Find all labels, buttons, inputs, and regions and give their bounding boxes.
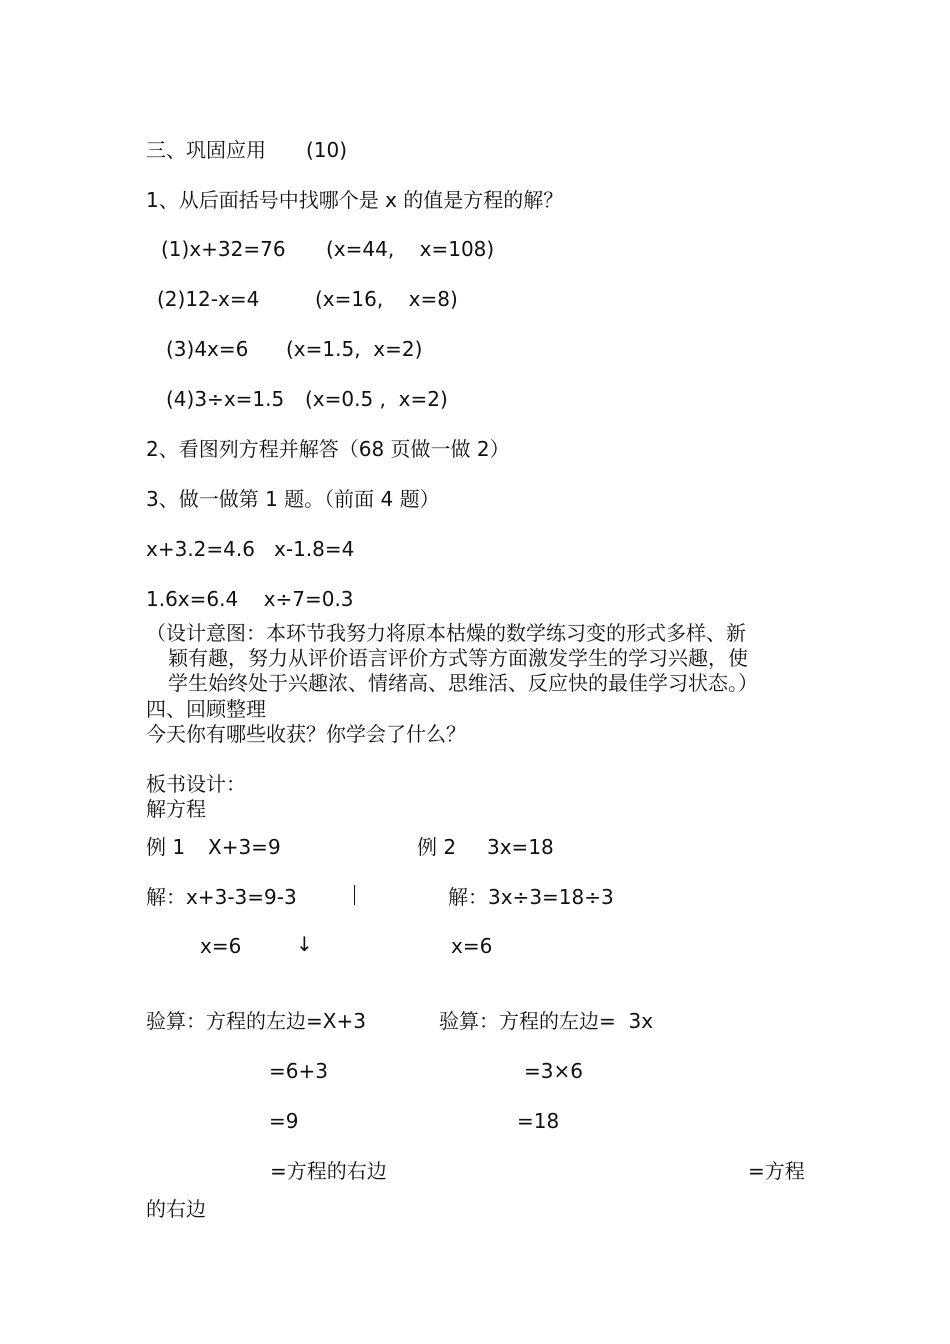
q3-text: 3、做一做第 1 题。（前面 4 题） [146,487,440,511]
q1-item-1-options: (x=44, x=108) [326,237,495,261]
down-arrow-icon: ↓ [296,932,313,956]
example2-solve: 解：3x÷3=18÷3 [448,885,614,909]
example2-check-step1: =3×6 [524,1059,583,1083]
board-subtitle: 解方程 [146,797,206,821]
section3-score: (10) [306,138,348,162]
example2-result: x=6 [451,934,493,958]
example2-check-step3-wrap: 的右边 [146,1197,206,1221]
example1-check-step1: =6+3 [269,1059,328,1083]
q1-item-2-equation: (2)12-x=4 [157,287,260,311]
example1-equation: X+3=9 [208,835,281,859]
example1-solve: 解：x+3-3=9-3 [146,885,297,909]
board-title: 板书设计： [146,772,246,796]
q3-equations-line1: x+3.2=4.6 x-1.8=4 [146,537,355,561]
design-note [146,621,816,696]
divider-line [354,885,355,905]
example2-label: 例 2 [417,835,457,859]
example2-check-step2: =18 [517,1109,560,1133]
example1-check-step3: =方程的右边 [270,1159,387,1183]
design-note-line-2: 颖有趣，努力从评价语言评价方式等方面激发学生的学习兴趣，使 [168,646,748,670]
design-note-line-3: 学生始终处于兴趣浓、情绪高、思维活、反应快的最佳学习状态。） [168,671,758,695]
q1-item-4-equation: (4)3÷x=1.5 [166,387,285,411]
example2-check-step3: =方程 [748,1159,805,1183]
example1-result: x=6 [200,934,242,958]
q1-item-2-options: (x=16, x=8) [315,287,458,311]
q1-item-1-equation: (1)x+32=76 [161,237,286,261]
example1-check: 验算：方程的左边=X+3 [146,1009,366,1033]
q1-item-3-options: (x=1.5, x=2) [286,337,423,361]
section4-question: 今天你有哪些收获？你学会了什么？ [146,722,466,746]
example1-label: 例 1 [146,835,186,859]
example1-check-step2: =9 [269,1109,299,1133]
section3-title: 三、巩固应用 [146,138,266,162]
example2-check: 验算：方程的左边= 3x [439,1009,654,1033]
example2-equation: 3x=18 [487,835,554,859]
q1-item-3-equation: (3)4x=6 [166,337,249,361]
q2-text: 2、看图列方程并解答（68 页做一做 2） [146,437,510,461]
q1-prompt: 1、从后面括号中找哪个是 x 的值是方程的解？ [146,188,564,212]
q1-item-4-options: (x=0.5 , x=2) [305,387,448,411]
q3-equations-line2: 1.6x=6.4 x÷7=0.3 [146,587,354,611]
section4-title: 四、回顾整理 [146,697,266,721]
design-note-line-1: （设计意图：本环节我努力将原本枯燥的数学练习变的形式多样、新 [146,621,746,645]
